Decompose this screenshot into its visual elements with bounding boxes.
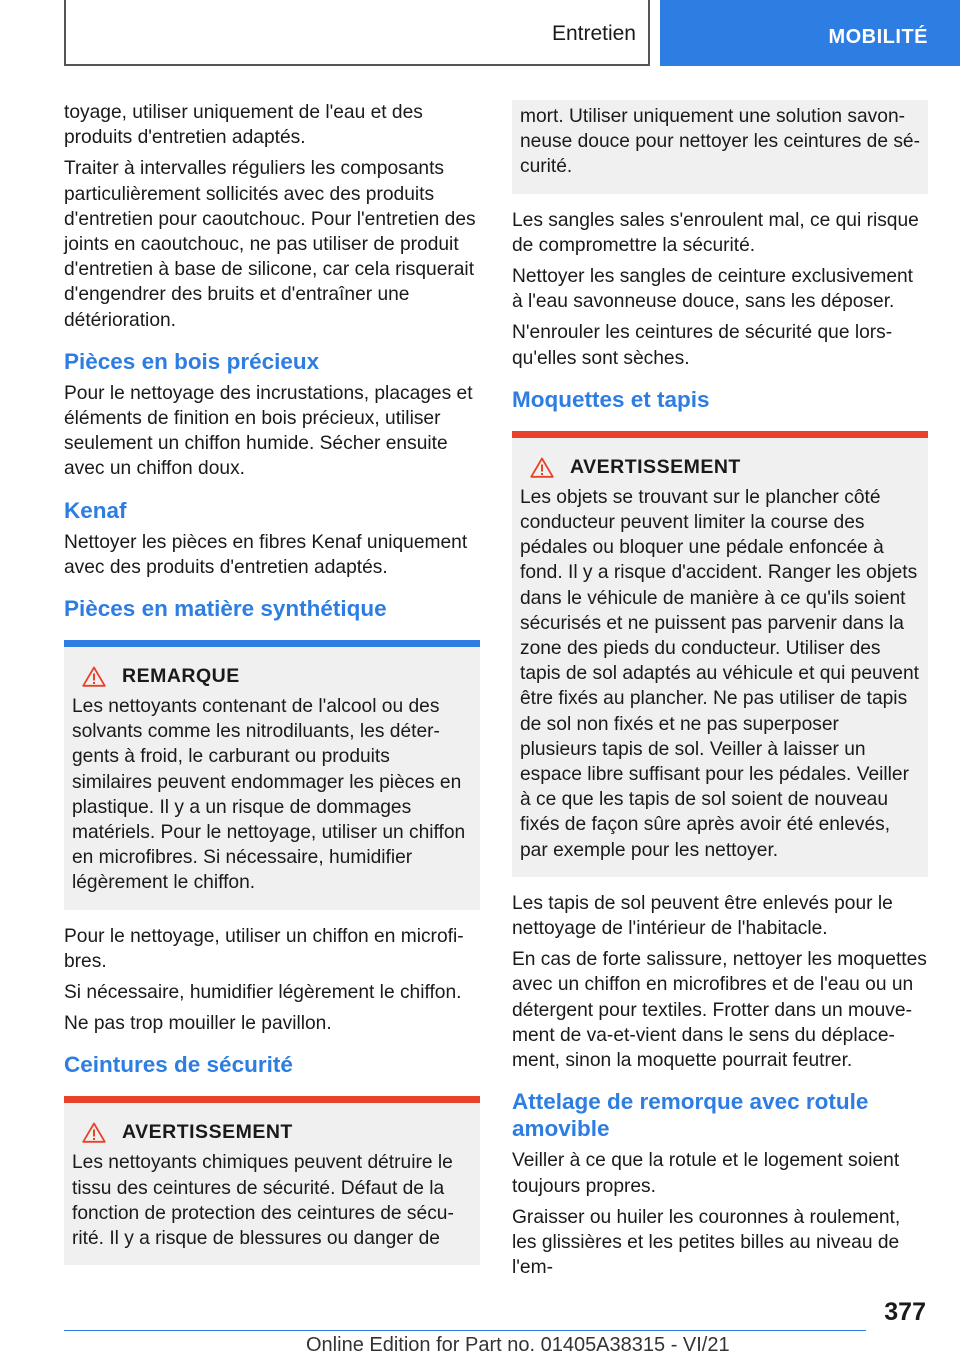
warning-text: Les objets se trouvant sur le plancher côté conducteur peuvent limiter la course des pédales ou bloquer une pédale enfoncée à fond. Il y a risque d'accident. Ranger les objets dans le véhicule de manière à ce qu'ils soient sécurisés et ne puissent pas parvenir dans la zone des pieds du conducteur. Utiliser des tapis de sol adaptés au véhicule et qui peuvent être fixés au plancher. Ne pas utiliser de tapis de sol non fixés et ne pas superposer plusieurs tapis de sol. Veiller à laisser un espace libre suffisant pour les pédales. Veiller à ce que les tapis de sol soient de nouveau fixés de façon sûre après avoir été enlevés, par exemple pour les nettoyer. [520,486,919,861]
paragraph: En cas de forte salissure, nettoyer les moquettes avec un chiffon en microfibres et de l'eau ou un détergent pour textiles. Frotter dans un mouvement de va-et-vient dans le sens du déplacement, sinon la moquette pourrait feutrer. [512,949,927,1072]
paragraph: toyage, utiliser uniquement de l'eau et des produits d'entretien adaptés. [64,102,423,149]
paragraph: Les tapis de sol peuvent être enlevés pour le nettoyage de l'intérieur de l'habitacle. [512,892,893,940]
notice-title-row [72,665,472,688]
warning-title: AVERTISSEMENT [122,1121,293,1144]
warning-text: mort. Utiliser uniquement une solution savonneuse douce pour nettoyer les ceintures de sécurité. [520,106,920,178]
heading-trailer-hitch: Attelage de remorque avec rotule amovible [512,1089,869,1142]
right-column [512,100,928,1286]
paragraph: Pour le nettoyage des incrustations, placages et éléments de finition en bois précieux, utiliser seulement un chiffon humide. Sécher ensuite avec un chiffon doux. [64,382,473,480]
footer-edition: Online Edition for Part no. 01405A38315 - VI/21 [306,1334,730,1356]
paragraph: Ne pas trop mouiller le pavillon. [64,1013,332,1035]
warning-text: Les nettoyants chimiques peuvent détruire le tissu des ceintures de sécurité. Défaut de la fonction de protection des ceintures de sécurité. Il y a risque de blessures ou danger de [72,1152,454,1250]
heading-carpets: Moquettes et tapis [512,386,710,412]
warning-box [512,431,928,877]
warning-title-row [72,1121,472,1144]
warning-triangle-icon [82,1122,106,1143]
paragraph: Pour le nettoyage, utiliser un chiffon en microfibres. [64,925,464,972]
warning-box [64,1096,480,1265]
warning-box-continued [512,100,928,194]
warning-title: AVERTISSEMENT [570,455,741,478]
heading-precious-wood: Pièces en bois précieux [64,348,320,374]
left-column [64,100,480,1279]
warning-triangle-icon [82,666,106,687]
notice-box [64,640,480,910]
footer-divider [64,1330,866,1331]
paragraph: Traiter à intervalles réguliers les composants particulièrement sollicités avec des produits d'entretien pour caoutchouc. Pour l'entretien des joints en caoutchouc, ne pas utiliser de produit d'entretien à base de silicone, car cela risquerait d'engendrer des bruits et d'entraîner une détérioration. [64,158,476,331]
paragraph: Veiller à ce que la rotule et le logement soient toujours propres. [512,1150,900,1197]
paragraph: Nettoyer les sangles de ceinture exclusivement à l'eau savonneuse douce, sans les déposer. [512,266,914,313]
warning-title-row [520,456,920,479]
heading-synthetic: Pièces en matière synthétique [64,596,387,622]
warning-triangle-icon [530,457,554,478]
heading-seatbelts: Ceintures de sécurité [64,1052,293,1078]
paragraph: Graisser ou huiler les couronnes à roulement, les glissières et les petites billes au niveau de l'em- [512,1206,901,1279]
notice-title: REMARQUE [122,665,240,688]
paragraph: N'enrouler les ceintures de sécurité que lorsqu'elles sont sèches. [512,322,893,369]
paragraph: Les sangles sales s'enroulent mal, ce qui risque de compromettre la sécurité. [512,209,919,256]
paragraph: Si nécessaire, humidifier légèrement le chiffon. [64,982,462,1004]
page-number: 377 [884,1298,926,1326]
paragraph: Nettoyer les pièces en fibres Kenaf uniquement avec des produits d'entretien adaptés. [64,531,468,578]
header-chapter-tab: MOBILITÉ [660,0,960,66]
notice-text: Les nettoyants contenant de l'alcool ou des solvants comme les nitrodiluants, les détergents à froid, le carburant ou produits similaires peuvent endommager les pièces en plastique. Il y a un risque de dommages matériels. Pour le nettoyage, utiliser un chiffon en microfibres. Si nécessaire, humidifier légèrement le chiffon. [72,696,466,894]
heading-kenaf: Kenaf [64,497,127,523]
header-section-title: Entretien [551,22,636,45]
